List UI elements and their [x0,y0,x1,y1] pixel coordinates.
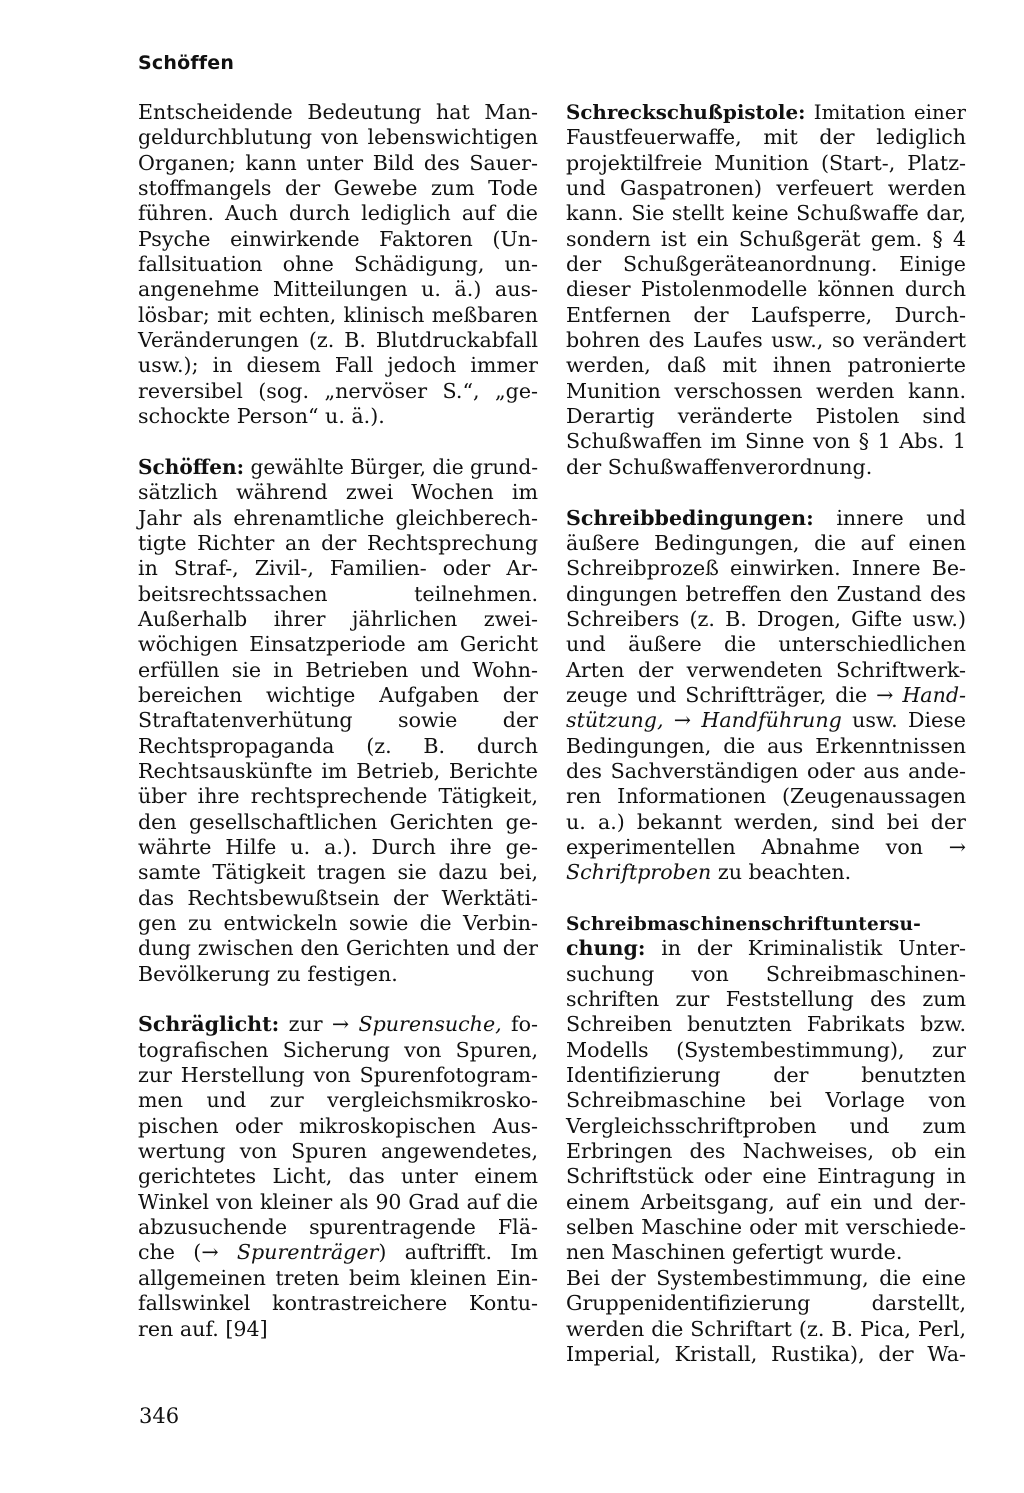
text-line: Derartig veränderte Pistolen sind [566,404,966,429]
text-line [138,455,538,480]
text-line: Schriftstück oder eine Eintragung in [566,1164,966,1189]
entry-term: Schreckschußpistole: [566,100,806,124]
text-line [566,683,966,708]
text-line: schockte Person“ u. ä.). [138,404,385,429]
cross-reference: Handführung [701,708,842,733]
text-line: Schreibers (z. B. Drogen, Gifte usw.) [566,606,966,631]
entry-term: Schräglicht: [138,1012,280,1037]
left-column [138,100,538,1342]
text-line: Schreiben benutzten Fabrikats bzw. [566,1012,966,1037]
text-line: der Schußgeräteanordnung. Einige [566,252,966,277]
text-line: Erbringen des Nachweises, ob ein [566,1139,966,1164]
text-line: wöchigen Einsatzperiode am Gericht [138,632,538,657]
text-line: Imperial, Kristall, Rustika), der Wa- [566,1341,966,1366]
entry-text: Imitation einer [805,101,966,124]
entry-schreibmaschinenschriftuntersuchung [566,911,966,1367]
text-line: Winkel von kleiner als 90 Grad auf die [138,1189,538,1214]
text-line: tografischen Sicherung von Spuren, [138,1037,538,1062]
text-line: dung zwischen den Gerichten und der [138,936,538,961]
text-line: Außerhalb ihrer jährlichen zwei- [138,606,538,631]
text-line: Modells (Systembestimmung), zur [566,1037,966,1062]
text-line [566,936,966,961]
text-line: ren auf. [94] [138,1316,268,1341]
text-line: bereichen wichtige Aufgaben der [138,682,538,707]
entry-text: innere und [813,505,966,530]
text-line: sondern ist ein Schußgerät gem. § 4 [566,226,966,251]
text-line: reversibel (sog. „nervöser S.“, „ge- [138,378,538,403]
text-line: Bevölkerung zu festigen. [138,961,398,986]
text-line: samte Tätigkeit tragen sie dazu bei, [138,860,538,885]
entry-text: zu beachten. [711,860,852,885]
cross-reference: Spurenträger [236,1240,379,1265]
text-line: tigte Richter an der Rechtsprechung [138,530,538,555]
text-line: experimentellen Abnahme von → [566,834,966,859]
text-line: projektilfreie Munition (Start-, Platz- [566,150,966,175]
text-line: pischen oder mikroskopischen Aus- [138,1113,538,1138]
text-line: das Rechtsbewußtsein der Werktäti- [138,885,538,910]
entry-schreibbedingungen [566,506,966,886]
text-line: Psyche einwirkende Faktoren (Un- [138,226,538,251]
entry-text: gewählte Bürger, die grund- [244,454,538,479]
cross-reference: Spurensuche, [358,1012,502,1037]
text-line: dingungen betreffen den Zustand des [566,581,966,606]
text-line: lösbar; mit echten, klinisch meßbaren [138,302,538,327]
text-line: Faustfeuerwaffe, mit der lediglich [566,125,966,150]
text-line: Vergleichsschriftproben und zum [566,1113,966,1138]
text-line: über ihre rechtsprechende Tätigkeit, [138,784,538,809]
text-line: nen Maschinen gefertigt wurde. [566,1240,903,1265]
text-line: zur Herstellung von Spurenfotogram- [138,1063,538,1088]
text-line: Schußwaffen im Sinne von § 1 Abs. 1 [566,429,966,454]
entry-term: Schreibmaschinenschriftuntersu- [566,914,922,935]
text-line [138,1012,538,1037]
entry-schreckschusspistole [566,100,966,480]
text-line: beitsrechtssachen teilnehmen. [138,581,538,606]
text-line: ren Informationen (Zeugenaussagen [566,784,966,809]
cross-reference: stützung, [566,708,664,733]
text-line: schriften zur Feststellung des zum [566,987,966,1012]
entry-text: zeuge und Schriftträger, die → [566,682,903,707]
text-line: Jahr als ehrenamtliche gleichberech- [138,505,538,530]
text-line: den gesellschaftlichen Gerichten ge- [138,809,538,834]
text-line: suchung von Schreibmaschinen- [566,961,966,986]
text-line: sätzlich während zwei Wochen im [138,480,538,505]
entry-text: → [663,708,702,733]
page-number: 346 [139,1404,180,1428]
text-line: in Straf-, Zivil-, Familien- oder Ar- [138,556,538,581]
text-line: führen. Auch durch lediglich auf die [138,201,538,226]
entry-text: fo- [501,1012,538,1037]
text-line: usw.); in diesem Fall jedoch immer [138,353,538,378]
entry-text: in der Kriminalistik Unter- [645,936,966,961]
text-line: des Sachverständigen oder aus ande- [566,758,966,783]
text-line [138,1240,538,1265]
text-line: men und zur vergleichsmikrosko- [138,1088,538,1113]
entry-text: zur → [279,1012,359,1037]
text-line [566,506,966,531]
text-line: der Schußwaffenverordnung. [566,454,873,479]
text-line: selben Maschine oder mit verschiede- [566,1215,966,1240]
text-line: Schreibmaschine bei Vorlage von [566,1088,966,1113]
text-line: und äußere die unterschiedlichen [566,632,966,657]
entry-text: che (→ [138,1240,237,1265]
text-line: abzusuchende spurentragende Flä- [138,1215,538,1240]
text-line: allgemeinen treten beim kleinen Ein- [138,1265,538,1290]
text-line: Straftatenverhütung sowie der [138,708,538,733]
text-line: äußere Bedingungen, die auf einen [566,530,966,555]
entry-schoeffen [138,455,538,987]
text-line: fallswinkel kontrastreichere Kontu- [138,1291,538,1316]
text-line: geldurchblutung von lebenswichtigen [138,125,538,150]
right-column [566,100,966,1367]
text-line: stoffmangels der Gewebe zum Tode [138,176,538,201]
text-line: gerichtetes Licht, das unter einem [138,1164,538,1189]
text-line [566,708,966,733]
cross-reference: Schriftproben [566,860,712,885]
text-line: Identifizierung der benutzten [566,1063,966,1088]
text-line: gen zu entwickeln sowie die Verbin- [138,911,538,935]
text-line: werden, daß mit ihnen patronierte [566,353,966,378]
text-line: währte Hilfe u. a.). Durch ihre ge- [138,834,538,859]
entry-text: usw. Diese [841,708,966,733]
text-line [566,100,966,125]
text-line: Arten der verwendeten Schriftwerk- [566,657,966,682]
text-line: Veränderungen (z. B. Blutdruckabfall [138,328,538,353]
text-line: fallsituation ohne Schädigung, un- [138,252,538,277]
entry-term: Schreibbedingungen: [566,505,814,530]
running-head: Schöffen [138,52,235,74]
text-line: Gruppenidentifizierung darstellt, [566,1291,966,1316]
text-line: Rechtsauskünfte im Betrieb, Berichte [138,758,538,783]
text-line: Schreibprozeß einwirken. Innere Be- [566,556,966,581]
text-line: bohren des Laufes usw., so verändert [566,328,966,353]
text-line: werden die Schriftart (z. B. Pica, Perl, [566,1316,966,1341]
entry-schraeglicht [138,1012,538,1341]
text-line: und Gaspatronen) verfeuert werden [566,176,966,201]
text-line [566,911,966,936]
text-line: Entscheidende Bedeutung hat Man- [138,100,538,124]
text-line: einem Arbeitsgang, auf ein und der- [566,1189,966,1214]
entry-term: chung: [566,936,646,961]
text-line: Entfernen der Laufsperre, Durch- [566,302,966,327]
text-line: angenehme Mitteilungen u. ä.) aus- [138,277,538,302]
text-line: kann. Sie stellt keine Schußwaffe dar, [566,201,966,226]
text-line: Rechtspropaganda (z. B. durch [138,733,538,758]
text-line: u. a.) bekannt werden, sind bei der [566,809,966,834]
cross-reference: Hand- [902,682,966,707]
text-line: Munition verschossen werden kann. [566,378,966,403]
entry-text: ) auftrifft. Im [378,1240,538,1265]
text-line: Organen; kann unter Bild des Sauer- [138,150,538,175]
text-line: dieser Pistolenmodelle können durch [566,277,966,302]
text-line: wertung von Spuren angewendetes, [138,1139,538,1164]
entry-term: Schöffen: [138,454,245,479]
text-line: Bedingungen, die aus Erkenntnissen [566,733,966,758]
text-line [566,860,966,885]
entry-continuation [138,100,538,429]
text-line: erfüllen sie in Betrieben und Wohn- [138,657,538,682]
text-line: Bei der Systembestimmung, die eine [566,1265,966,1290]
